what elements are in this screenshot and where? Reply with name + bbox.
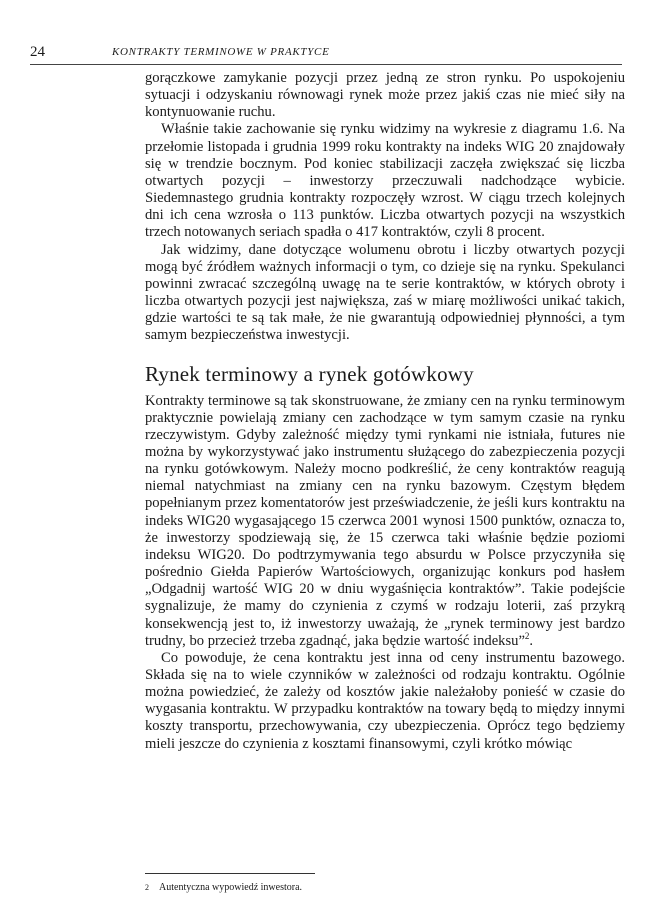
paragraph: gorączkowe zamykanie pozycji przez jedną ze stron rynku. Po uspokojeniu sytuacji i odzyskaniu równowagi rynek może przez jakiś czas nie mieć siły na kontynuowanie ruchu.	[145, 70, 625, 121]
footnote-text: Autentyczna wypowiedź inwestora.	[159, 882, 303, 893]
paragraph: Co powoduje, że cena kontraktu jest inna od ceny instrumentu bazowego. Składa się na to wiele czynników w zależności od rodzaju kontraktu. Ogólnie można powiedzieć, że zależy od kosztów jakie należałoby ponieść w czasie do wygasania kontraktu. W przypadku kontraktów na towary będą to między innymi koszty transportu, przechowywania, czy ubezpieczenia. Oprócz tego będziemy mieli jeszcze do czynienia z kosztami finansowymi, czyli krótko mówiąc	[145, 649, 625, 752]
footnote-divider	[145, 873, 315, 874]
paragraph: Właśnie takie zachowanie się rynku widzimy na wykresie z diagramu 1.6. Na przełomie listopada i grudnia 1999 roku kontrakty na indeks WIG 20 znajdowały się w trendzie bocznym. Pod koniec stabilizacji zaczęła zwiększać się liczba otwartych pozycji – inwestorzy przeczuwali nadchodzące wybicie. Siedemnastego grudnia kontrakty rozpoczęły wzrost. W ciągu trzech kolejnych dni ich cena wzrosła o 113 punktów. Liczba otwartych pozycji na wszystkich trzech notowanych seriach spadła o 417 kontraktów, czyli 8 procent.	[145, 121, 625, 241]
page-number: 24	[30, 44, 45, 60]
running-title: KONTRAKTY TERMINOWE W PRAKTYCE	[112, 46, 330, 58]
running-header	[30, 44, 622, 65]
paragraph-end: .	[529, 632, 534, 649]
section-heading: Rynek terminowy a rynek gotówkowy	[145, 361, 474, 386]
paragraph-text: Kontrakty terminowe są tak skonstruowane, że zmiany cen na rynku terminowym praktycznie powielają zmiany cen zachodzące w tym samym czasie na rynku rzeczywistym. Gdyby zależność między tymi rynkami nie istniała, futures nie można by wykorzystywać jako instrumentu służącego do zabezpieczenia pozycji na rynku gotówkowym. Należy mocno podkreślić, że ceny kontraktów reagują niemal natychmiast na zmiany cen na rynku bazowym. Częstym błędem popełnianym przez komentatorów jest przeświadczenie, że jeśli kurs kontraktu na indeks WIG20 wygasającego 15 czerwca 2001 wynosi 1500 punktów, oznacza to, że inwestorzy spodziewają się, że 15 czerwca taki właśnie będzie poziomi indeksu WIG20. Do podtrzymywania tego absurdu w Polsce przyczyniła się pośrednio Giełda Papierów Wartościowych, organizując konkurs pod hasłem „Odgadnij wartość WIG 20 w dniu wygaśnięcia kontraktów”. Takie podejście sygnalizuje, że mamy do czynienia z czymś w rodzaju loterii, zaś przykrą konsekwencją jest to, iż inwestorzy uważają, że „rynek terminowy jest bardzo trudny, bo przecież trzeba zgadnąć, jaka będzie wartość indeksu”	[145, 392, 625, 649]
paragraph	[145, 393, 625, 650]
footnote-mark: 2	[145, 883, 149, 892]
body-text	[145, 70, 625, 753]
footnote	[145, 882, 625, 894]
paragraph: Jak widzimy, dane dotyczące wolumenu obrotu i liczby otwartych pozycji mogą być źródłem ważnych informacji o tym, co dzieje się na rynku. Spekulanci powinni zwracać szczególną uwagę na te serie kontraktów, w których obroty i liczba otwartych pozycji jest największa, zaś w miarę możliwości unikać takich, gdzie wartości te są tak małe, że nie gwarantują odpowiedniej płynności, a tym samym bezpieczeństwa inwestycji.	[145, 241, 625, 344]
footnote-reference[interactable]: 2	[524, 630, 530, 641]
